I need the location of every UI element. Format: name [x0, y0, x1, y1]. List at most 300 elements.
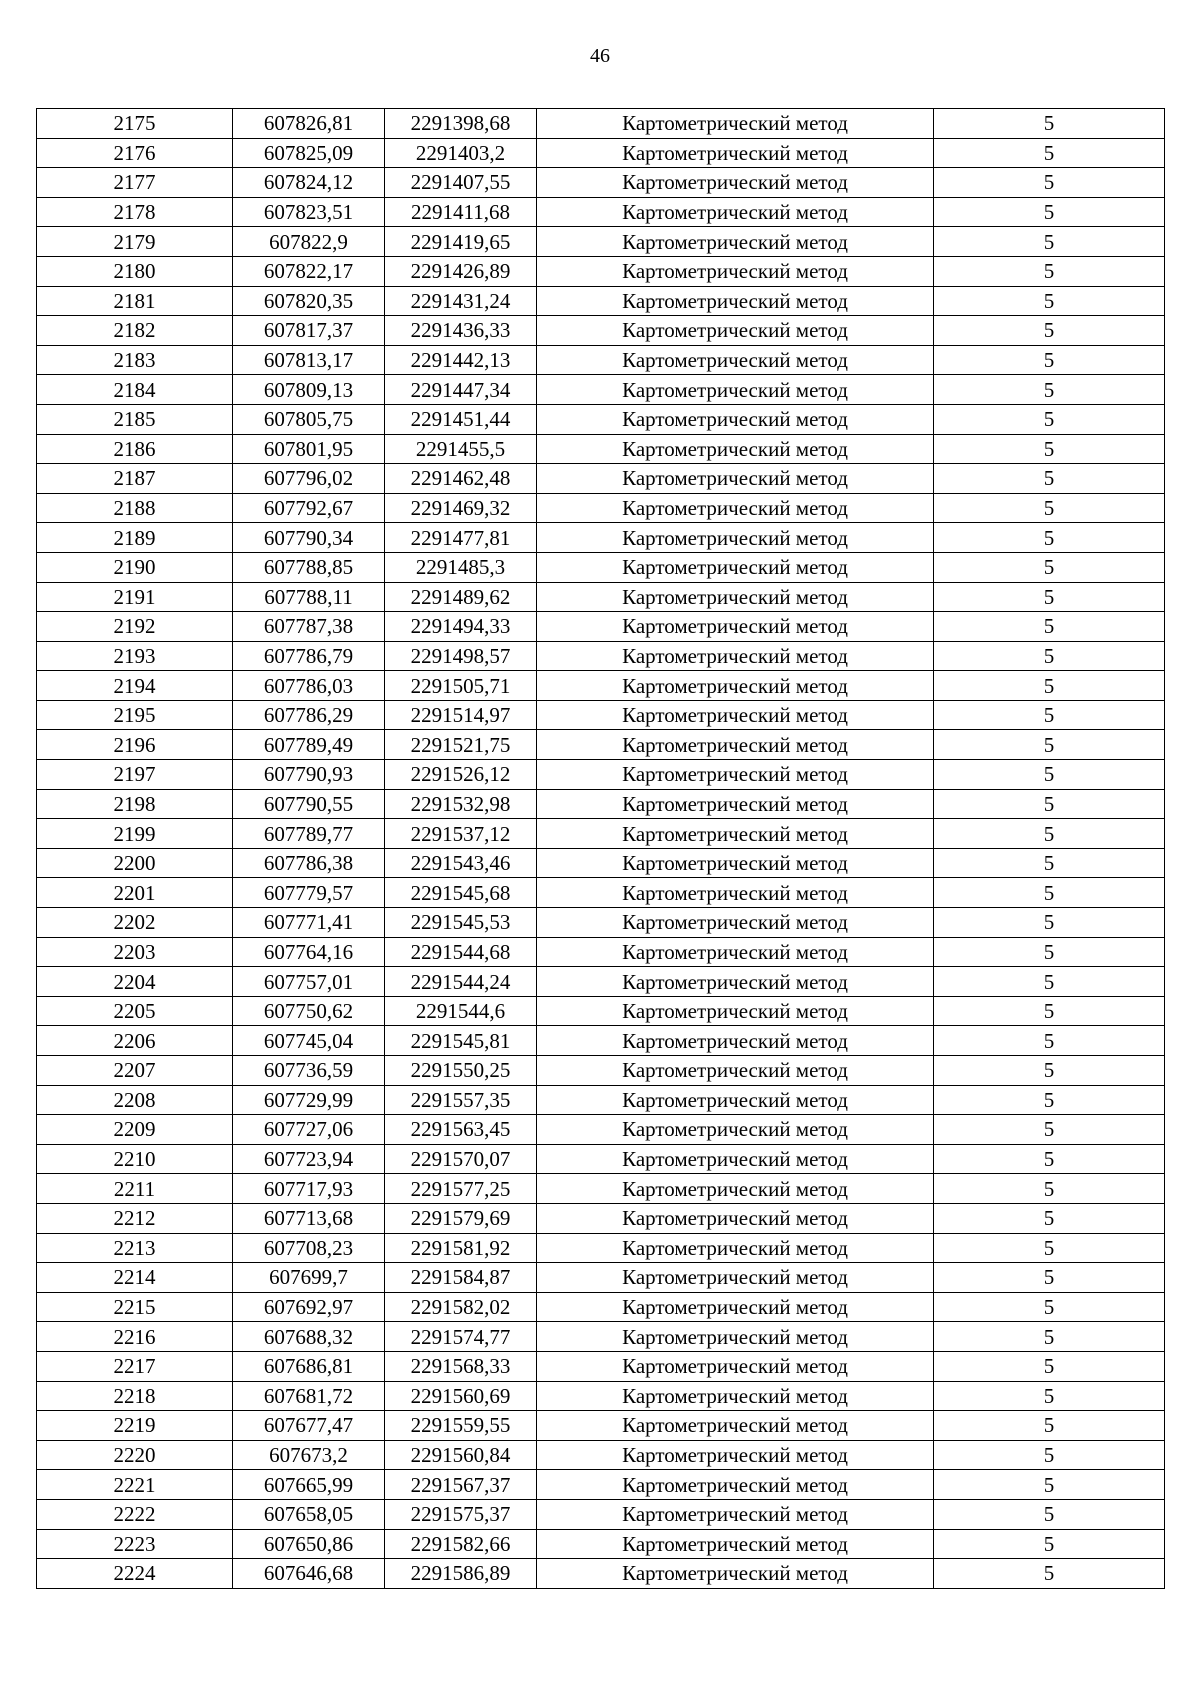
- point-number-cell: 2198: [37, 789, 233, 819]
- accuracy-cell: 5: [934, 1559, 1165, 1589]
- method-cell: Картометрический метод: [537, 1381, 934, 1411]
- table-row: [37, 878, 1165, 908]
- table-row: [37, 256, 1165, 286]
- accuracy-cell: 5: [934, 612, 1165, 642]
- x-coordinate-cell: 607745,04: [233, 1026, 385, 1056]
- accuracy-cell: 5: [934, 789, 1165, 819]
- method-cell: Картометрический метод: [537, 730, 934, 760]
- x-coordinate-cell: 607790,93: [233, 760, 385, 790]
- x-coordinate-cell: 607764,16: [233, 937, 385, 967]
- point-number-cell: 2184: [37, 375, 233, 405]
- point-number-cell: 2217: [37, 1351, 233, 1381]
- accuracy-cell: 5: [934, 493, 1165, 523]
- x-coordinate-cell: 607824,12: [233, 168, 385, 198]
- accuracy-cell: 5: [934, 967, 1165, 997]
- point-number-cell: 2200: [37, 848, 233, 878]
- x-coordinate-cell: 607823,51: [233, 197, 385, 227]
- table-row: [37, 345, 1165, 375]
- accuracy-cell: 5: [934, 404, 1165, 434]
- table-row: [37, 848, 1165, 878]
- table-row: [37, 1381, 1165, 1411]
- point-number-cell: 2199: [37, 819, 233, 849]
- x-coordinate-cell: 607713,68: [233, 1203, 385, 1233]
- x-coordinate-cell: 607788,11: [233, 582, 385, 612]
- table-row: [37, 168, 1165, 198]
- accuracy-cell: 5: [934, 1144, 1165, 1174]
- point-number-cell: 2195: [37, 700, 233, 730]
- table-row: [37, 937, 1165, 967]
- x-coordinate-cell: 607813,17: [233, 345, 385, 375]
- point-number-cell: 2179: [37, 227, 233, 257]
- x-coordinate-cell: 607658,05: [233, 1499, 385, 1529]
- x-coordinate-cell: 607822,17: [233, 256, 385, 286]
- method-cell: Картометрический метод: [537, 1085, 934, 1115]
- table-row: [37, 197, 1165, 227]
- method-cell: Картометрический метод: [537, 1529, 934, 1559]
- method-cell: Картометрический метод: [537, 286, 934, 316]
- y-coordinate-cell: 2291544,24: [385, 967, 537, 997]
- y-coordinate-cell: 2291455,5: [385, 434, 537, 464]
- y-coordinate-cell: 2291579,69: [385, 1203, 537, 1233]
- method-cell: Картометрический метод: [537, 523, 934, 553]
- y-coordinate-cell: 2291574,77: [385, 1322, 537, 1352]
- table-row: [37, 109, 1165, 139]
- table-row: [37, 1233, 1165, 1263]
- point-number-cell: 2220: [37, 1440, 233, 1470]
- x-coordinate-cell: 607757,01: [233, 967, 385, 997]
- y-coordinate-cell: 2291505,71: [385, 671, 537, 701]
- point-number-cell: 2218: [37, 1381, 233, 1411]
- y-coordinate-cell: 2291560,69: [385, 1381, 537, 1411]
- method-cell: Картометрический метод: [537, 760, 934, 790]
- point-number-cell: 2177: [37, 168, 233, 198]
- accuracy-cell: 5: [934, 1499, 1165, 1529]
- accuracy-cell: 5: [934, 464, 1165, 494]
- point-number-cell: 2207: [37, 1056, 233, 1086]
- accuracy-cell: 5: [934, 1529, 1165, 1559]
- y-coordinate-cell: 2291477,81: [385, 523, 537, 553]
- point-number-cell: 2187: [37, 464, 233, 494]
- point-number-cell: 2214: [37, 1263, 233, 1293]
- table-row: [37, 641, 1165, 671]
- point-number-cell: 2209: [37, 1115, 233, 1145]
- x-coordinate-cell: 607688,32: [233, 1322, 385, 1352]
- point-number-cell: 2211: [37, 1174, 233, 1204]
- x-coordinate-cell: 607790,55: [233, 789, 385, 819]
- table-row: [37, 1292, 1165, 1322]
- method-cell: Картометрический метод: [537, 1440, 934, 1470]
- point-number-cell: 2192: [37, 612, 233, 642]
- x-coordinate-cell: 607779,57: [233, 878, 385, 908]
- point-number-cell: 2188: [37, 493, 233, 523]
- method-cell: Картометрический метод: [537, 1144, 934, 1174]
- y-coordinate-cell: 2291485,3: [385, 552, 537, 582]
- accuracy-cell: 5: [934, 1203, 1165, 1233]
- x-coordinate-cell: 607708,23: [233, 1233, 385, 1263]
- x-coordinate-cell: 607677,47: [233, 1411, 385, 1441]
- accuracy-cell: 5: [934, 1263, 1165, 1293]
- x-coordinate-cell: 607646,68: [233, 1559, 385, 1589]
- method-cell: Картометрический метод: [537, 937, 934, 967]
- table-row: [37, 1203, 1165, 1233]
- accuracy-cell: 5: [934, 700, 1165, 730]
- point-number-cell: 2186: [37, 434, 233, 464]
- point-number-cell: 2196: [37, 730, 233, 760]
- method-cell: Картометрический метод: [537, 1233, 934, 1263]
- y-coordinate-cell: 2291545,81: [385, 1026, 537, 1056]
- point-number-cell: 2224: [37, 1559, 233, 1589]
- y-coordinate-cell: 2291543,46: [385, 848, 537, 878]
- point-number-cell: 2223: [37, 1529, 233, 1559]
- method-cell: Картометрический метод: [537, 1263, 934, 1293]
- accuracy-cell: 5: [934, 523, 1165, 553]
- accuracy-cell: 5: [934, 138, 1165, 168]
- y-coordinate-cell: 2291442,13: [385, 345, 537, 375]
- accuracy-cell: 5: [934, 109, 1165, 139]
- x-coordinate-cell: 607665,99: [233, 1470, 385, 1500]
- table-row: [37, 227, 1165, 257]
- method-cell: Картометрический метод: [537, 641, 934, 671]
- accuracy-cell: 5: [934, 641, 1165, 671]
- method-cell: Картометрический метод: [537, 552, 934, 582]
- accuracy-cell: 5: [934, 819, 1165, 849]
- accuracy-cell: 5: [934, 937, 1165, 967]
- y-coordinate-cell: 2291489,62: [385, 582, 537, 612]
- method-cell: Картометрический метод: [537, 908, 934, 938]
- table-row: [37, 908, 1165, 938]
- point-number-cell: 2185: [37, 404, 233, 434]
- x-coordinate-cell: 607786,38: [233, 848, 385, 878]
- x-coordinate-cell: 607817,37: [233, 316, 385, 346]
- x-coordinate-cell: 607789,77: [233, 819, 385, 849]
- method-cell: Картометрический метод: [537, 612, 934, 642]
- table-row: [37, 404, 1165, 434]
- point-number-cell: 2222: [37, 1499, 233, 1529]
- accuracy-cell: 5: [934, 1115, 1165, 1145]
- method-cell: Картометрический метод: [537, 227, 934, 257]
- x-coordinate-cell: 607729,99: [233, 1085, 385, 1115]
- table-row: [37, 1322, 1165, 1352]
- x-coordinate-cell: 607790,34: [233, 523, 385, 553]
- x-coordinate-cell: 607699,7: [233, 1263, 385, 1293]
- point-number-cell: 2178: [37, 197, 233, 227]
- point-number-cell: 2181: [37, 286, 233, 316]
- table-row: [37, 1440, 1165, 1470]
- y-coordinate-cell: 2291462,48: [385, 464, 537, 494]
- method-cell: Картометрический метод: [537, 582, 934, 612]
- method-cell: Картометрический метод: [537, 1559, 934, 1589]
- accuracy-cell: 5: [934, 730, 1165, 760]
- accuracy-cell: 5: [934, 316, 1165, 346]
- y-coordinate-cell: 2291419,65: [385, 227, 537, 257]
- table-row: [37, 1559, 1165, 1589]
- y-coordinate-cell: 2291436,33: [385, 316, 537, 346]
- y-coordinate-cell: 2291559,55: [385, 1411, 537, 1441]
- table-row: [37, 612, 1165, 642]
- table-row: [37, 819, 1165, 849]
- y-coordinate-cell: 2291494,33: [385, 612, 537, 642]
- point-number-cell: 2182: [37, 316, 233, 346]
- accuracy-cell: 5: [934, 848, 1165, 878]
- method-cell: Картометрический метод: [537, 819, 934, 849]
- y-coordinate-cell: 2291451,44: [385, 404, 537, 434]
- method-cell: Картометрический метод: [537, 109, 934, 139]
- accuracy-cell: 5: [934, 1411, 1165, 1441]
- x-coordinate-cell: 607809,13: [233, 375, 385, 405]
- x-coordinate-cell: 607801,95: [233, 434, 385, 464]
- x-coordinate-cell: 607686,81: [233, 1351, 385, 1381]
- x-coordinate-cell: 607771,41: [233, 908, 385, 938]
- y-coordinate-cell: 2291570,07: [385, 1144, 537, 1174]
- table-row: [37, 375, 1165, 405]
- method-cell: Картометрический метод: [537, 1203, 934, 1233]
- point-number-cell: 2193: [37, 641, 233, 671]
- method-cell: Картометрический метод: [537, 996, 934, 1026]
- accuracy-cell: 5: [934, 552, 1165, 582]
- method-cell: Картометрический метод: [537, 1026, 934, 1056]
- y-coordinate-cell: 2291567,37: [385, 1470, 537, 1500]
- point-number-cell: 2176: [37, 138, 233, 168]
- method-cell: Картометрический метод: [537, 434, 934, 464]
- table-row: [37, 493, 1165, 523]
- y-coordinate-cell: 2291426,89: [385, 256, 537, 286]
- table-row: [37, 967, 1165, 997]
- table-row: [37, 523, 1165, 553]
- y-coordinate-cell: 2291575,37: [385, 1499, 537, 1529]
- accuracy-cell: 5: [934, 286, 1165, 316]
- x-coordinate-cell: 607787,38: [233, 612, 385, 642]
- method-cell: Картометрический метод: [537, 671, 934, 701]
- point-number-cell: 2189: [37, 523, 233, 553]
- y-coordinate-cell: 2291560,84: [385, 1440, 537, 1470]
- y-coordinate-cell: 2291544,68: [385, 937, 537, 967]
- table-row: [37, 1115, 1165, 1145]
- accuracy-cell: 5: [934, 582, 1165, 612]
- x-coordinate-cell: 607792,67: [233, 493, 385, 523]
- table-row: [37, 138, 1165, 168]
- table-row: [37, 1144, 1165, 1174]
- x-coordinate-cell: 607796,02: [233, 464, 385, 494]
- accuracy-cell: 5: [934, 1381, 1165, 1411]
- y-coordinate-cell: 2291398,68: [385, 109, 537, 139]
- point-number-cell: 2221: [37, 1470, 233, 1500]
- y-coordinate-cell: 2291431,24: [385, 286, 537, 316]
- accuracy-cell: 5: [934, 197, 1165, 227]
- y-coordinate-cell: 2291544,6: [385, 996, 537, 1026]
- x-coordinate-cell: 607681,72: [233, 1381, 385, 1411]
- table-row: [37, 1026, 1165, 1056]
- point-number-cell: 2208: [37, 1085, 233, 1115]
- table-row: [37, 1529, 1165, 1559]
- y-coordinate-cell: 2291545,68: [385, 878, 537, 908]
- table-row: [37, 789, 1165, 819]
- x-coordinate-cell: 607692,97: [233, 1292, 385, 1322]
- method-cell: Картометрический метод: [537, 789, 934, 819]
- accuracy-cell: 5: [934, 1470, 1165, 1500]
- point-number-cell: 2206: [37, 1026, 233, 1056]
- y-coordinate-cell: 2291563,45: [385, 1115, 537, 1145]
- table-row: [37, 996, 1165, 1026]
- y-coordinate-cell: 2291514,97: [385, 700, 537, 730]
- y-coordinate-cell: 2291577,25: [385, 1174, 537, 1204]
- accuracy-cell: 5: [934, 908, 1165, 938]
- table-row: [37, 1499, 1165, 1529]
- coordinates-table-body: [37, 109, 1165, 1589]
- method-cell: Картометрический метод: [537, 1322, 934, 1352]
- accuracy-cell: 5: [934, 168, 1165, 198]
- accuracy-cell: 5: [934, 671, 1165, 701]
- x-coordinate-cell: 607723,94: [233, 1144, 385, 1174]
- accuracy-cell: 5: [934, 375, 1165, 405]
- method-cell: Картометрический метод: [537, 138, 934, 168]
- y-coordinate-cell: 2291537,12: [385, 819, 537, 849]
- point-number-cell: 2175: [37, 109, 233, 139]
- accuracy-cell: 5: [934, 1233, 1165, 1263]
- y-coordinate-cell: 2291407,55: [385, 168, 537, 198]
- accuracy-cell: 5: [934, 256, 1165, 286]
- y-coordinate-cell: 2291550,25: [385, 1056, 537, 1086]
- table-row: [37, 286, 1165, 316]
- y-coordinate-cell: 2291526,12: [385, 760, 537, 790]
- x-coordinate-cell: 607750,62: [233, 996, 385, 1026]
- x-coordinate-cell: 607786,79: [233, 641, 385, 671]
- page-number: 46: [590, 45, 610, 67]
- method-cell: Картометрический метод: [537, 345, 934, 375]
- x-coordinate-cell: 607826,81: [233, 109, 385, 139]
- table-row: [37, 700, 1165, 730]
- point-number-cell: 2183: [37, 345, 233, 375]
- method-cell: Картометрический метод: [537, 256, 934, 286]
- x-coordinate-cell: 607673,2: [233, 1440, 385, 1470]
- table-row: [37, 552, 1165, 582]
- y-coordinate-cell: 2291545,53: [385, 908, 537, 938]
- x-coordinate-cell: 607786,29: [233, 700, 385, 730]
- y-coordinate-cell: 2291557,35: [385, 1085, 537, 1115]
- accuracy-cell: 5: [934, 996, 1165, 1026]
- point-number-cell: 2180: [37, 256, 233, 286]
- y-coordinate-cell: 2291581,92: [385, 1233, 537, 1263]
- table-row: [37, 1174, 1165, 1204]
- accuracy-cell: 5: [934, 1440, 1165, 1470]
- y-coordinate-cell: 2291469,32: [385, 493, 537, 523]
- method-cell: Картометрический метод: [537, 878, 934, 908]
- method-cell: Картометрический метод: [537, 168, 934, 198]
- table-row: [37, 1351, 1165, 1381]
- x-coordinate-cell: 607736,59: [233, 1056, 385, 1086]
- table-row: [37, 1263, 1165, 1293]
- x-coordinate-cell: 607727,06: [233, 1115, 385, 1145]
- x-coordinate-cell: 607789,49: [233, 730, 385, 760]
- y-coordinate-cell: 2291582,02: [385, 1292, 537, 1322]
- x-coordinate-cell: 607786,03: [233, 671, 385, 701]
- y-coordinate-cell: 2291447,34: [385, 375, 537, 405]
- accuracy-cell: 5: [934, 345, 1165, 375]
- method-cell: Картометрический метод: [537, 493, 934, 523]
- accuracy-cell: 5: [934, 760, 1165, 790]
- point-number-cell: 2197: [37, 760, 233, 790]
- point-number-cell: 2216: [37, 1322, 233, 1352]
- accuracy-cell: 5: [934, 434, 1165, 464]
- method-cell: Картометрический метод: [537, 1351, 934, 1381]
- method-cell: Картометрический метод: [537, 404, 934, 434]
- method-cell: Картометрический метод: [537, 967, 934, 997]
- table-row: [37, 464, 1165, 494]
- method-cell: Картометрический метод: [537, 1292, 934, 1322]
- y-coordinate-cell: 2291411,68: [385, 197, 537, 227]
- y-coordinate-cell: 2291584,87: [385, 1263, 537, 1293]
- table-row: [37, 760, 1165, 790]
- x-coordinate-cell: 607820,35: [233, 286, 385, 316]
- point-number-cell: 2210: [37, 1144, 233, 1174]
- point-number-cell: 2194: [37, 671, 233, 701]
- point-number-cell: 2204: [37, 967, 233, 997]
- point-number-cell: 2219: [37, 1411, 233, 1441]
- accuracy-cell: 5: [934, 1174, 1165, 1204]
- point-number-cell: 2205: [37, 996, 233, 1026]
- table-row: [37, 1085, 1165, 1115]
- accuracy-cell: 5: [934, 878, 1165, 908]
- x-coordinate-cell: 607805,75: [233, 404, 385, 434]
- table-row: [37, 582, 1165, 612]
- accuracy-cell: 5: [934, 1026, 1165, 1056]
- method-cell: Картометрический метод: [537, 375, 934, 405]
- y-coordinate-cell: 2291568,33: [385, 1351, 537, 1381]
- table-row: [37, 730, 1165, 760]
- y-coordinate-cell: 2291532,98: [385, 789, 537, 819]
- method-cell: Картометрический метод: [537, 1056, 934, 1086]
- accuracy-cell: 5: [934, 1322, 1165, 1352]
- method-cell: Картометрический метод: [537, 197, 934, 227]
- method-cell: Картометрический метод: [537, 700, 934, 730]
- y-coordinate-cell: 2291403,2: [385, 138, 537, 168]
- y-coordinate-cell: 2291498,57: [385, 641, 537, 671]
- point-number-cell: 2191: [37, 582, 233, 612]
- point-number-cell: 2215: [37, 1292, 233, 1322]
- point-number-cell: 2190: [37, 552, 233, 582]
- point-number-cell: 2203: [37, 937, 233, 967]
- table-row: [37, 1056, 1165, 1086]
- table-row: [37, 316, 1165, 346]
- table-row: [37, 671, 1165, 701]
- point-number-cell: 2212: [37, 1203, 233, 1233]
- x-coordinate-cell: 607825,09: [233, 138, 385, 168]
- method-cell: Картометрический метод: [537, 316, 934, 346]
- x-coordinate-cell: 607717,93: [233, 1174, 385, 1204]
- method-cell: Картометрический метод: [537, 848, 934, 878]
- method-cell: Картометрический метод: [537, 464, 934, 494]
- accuracy-cell: 5: [934, 227, 1165, 257]
- x-coordinate-cell: 607822,9: [233, 227, 385, 257]
- x-coordinate-cell: 607788,85: [233, 552, 385, 582]
- accuracy-cell: 5: [934, 1085, 1165, 1115]
- point-number-cell: 2202: [37, 908, 233, 938]
- accuracy-cell: 5: [934, 1292, 1165, 1322]
- y-coordinate-cell: 2291586,89: [385, 1559, 537, 1589]
- method-cell: Картометрический метод: [537, 1174, 934, 1204]
- method-cell: Картометрический метод: [537, 1499, 934, 1529]
- table-row: [37, 434, 1165, 464]
- y-coordinate-cell: 2291582,66: [385, 1529, 537, 1559]
- accuracy-cell: 5: [934, 1351, 1165, 1381]
- point-number-cell: 2201: [37, 878, 233, 908]
- x-coordinate-cell: 607650,86: [233, 1529, 385, 1559]
- method-cell: Картометрический метод: [537, 1470, 934, 1500]
- point-number-cell: 2213: [37, 1233, 233, 1263]
- table-row: [37, 1411, 1165, 1441]
- table-row: [37, 1470, 1165, 1500]
- accuracy-cell: 5: [934, 1056, 1165, 1086]
- method-cell: Картометрический метод: [537, 1411, 934, 1441]
